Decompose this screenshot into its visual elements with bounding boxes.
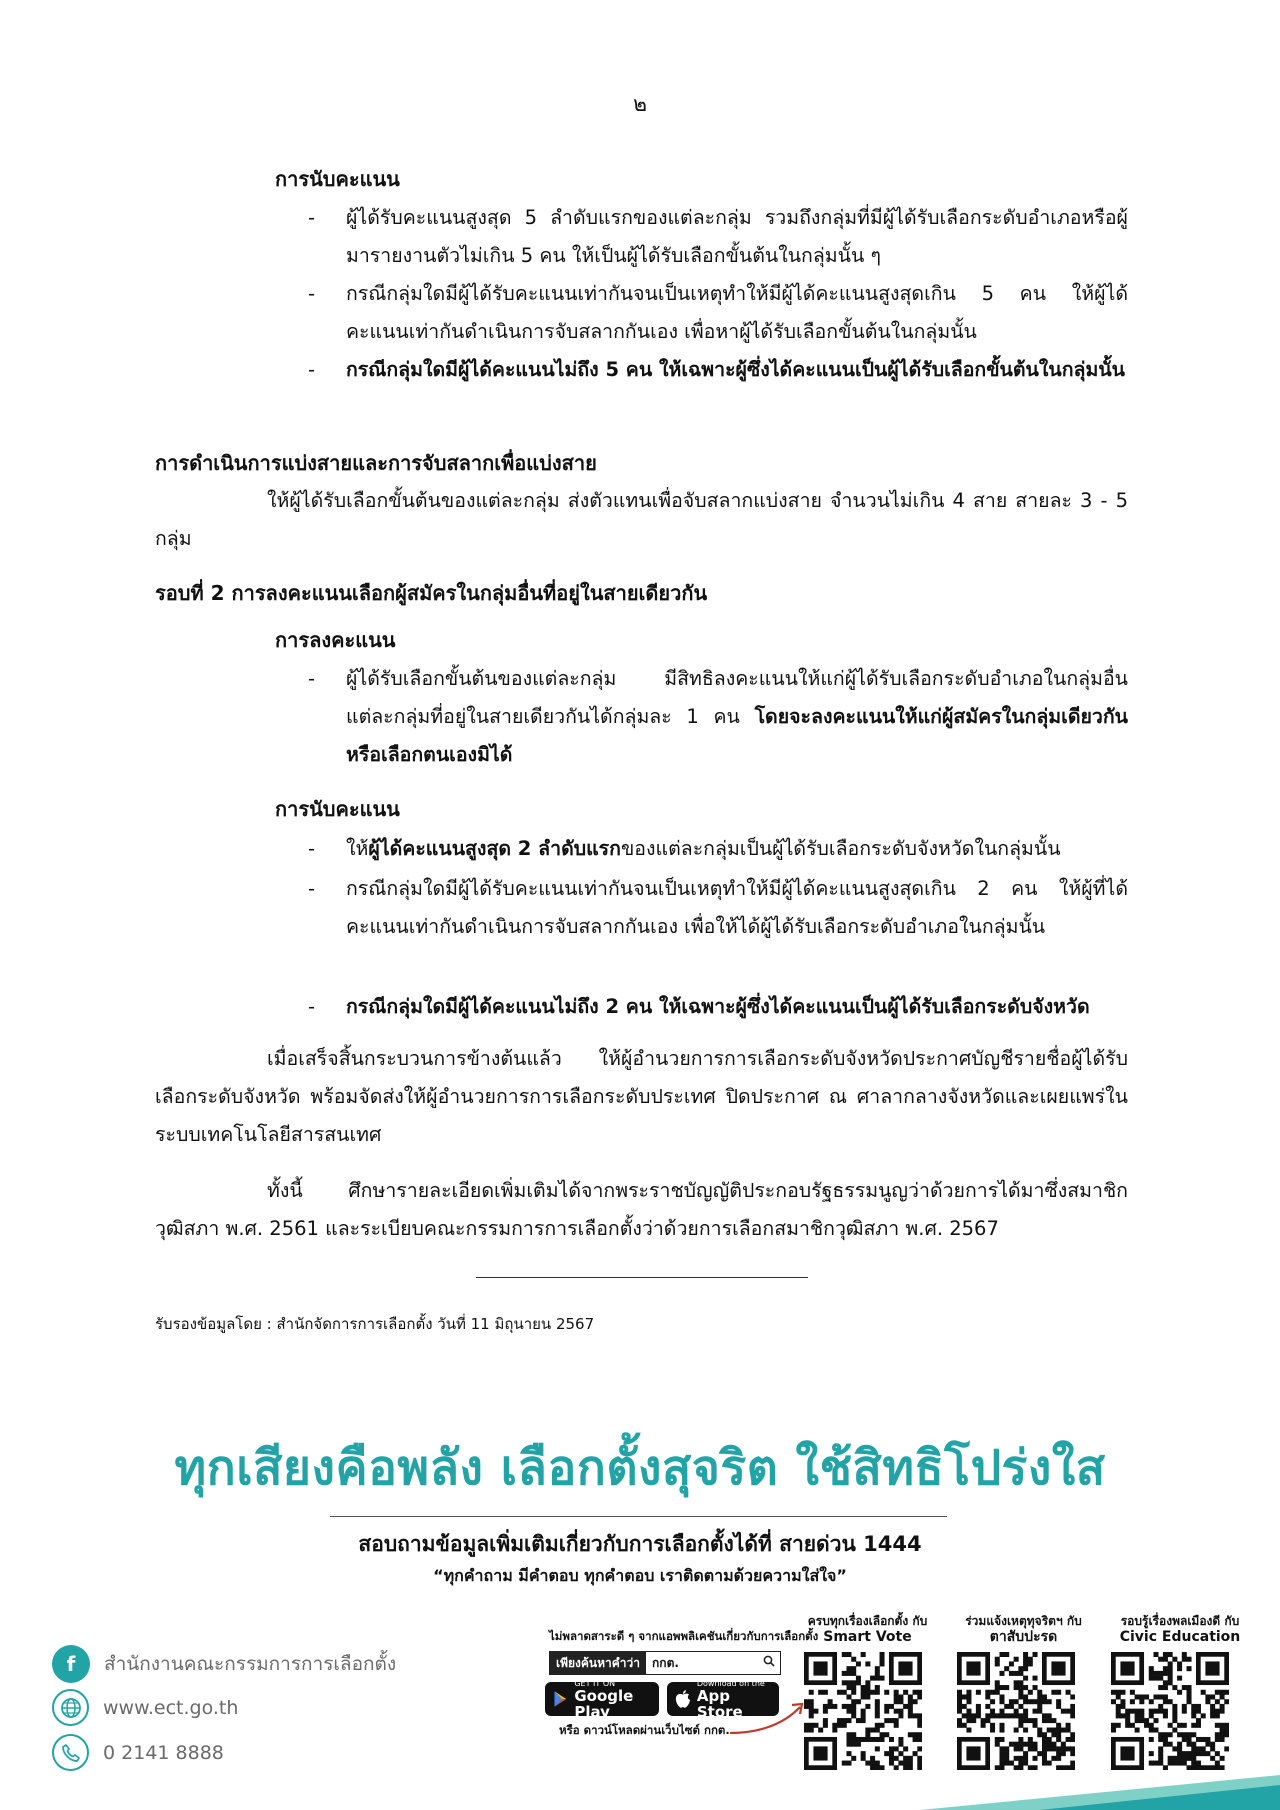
bullet-dash: - xyxy=(308,206,316,229)
decorative-wedge xyxy=(920,1775,1280,1810)
round2-counting-bullet-3: กรณีกลุ่มใดมีผู้ได้คะแนนไม่ถึง 2 คน ให้เฉพาะผู้ซึ่งได้คะแนนเป็นผู้ได้รับเลือกระดับจังหวัด xyxy=(346,995,1090,1018)
campaign-slogan: ทุกเสียงคือพลัง เลือกตั้งสุจริต ใช้สิทธิโปร่งใส xyxy=(174,1440,1106,1496)
slogan-divider xyxy=(330,1516,947,1517)
apple-icon xyxy=(675,1688,691,1710)
qr-caption: รอบรู้เรื่องพลเมืองดี กับ xyxy=(1120,1614,1240,1628)
bullet-text: ให้ xyxy=(346,837,369,860)
qr-code-civic-education[interactable] xyxy=(1111,1652,1229,1770)
download-note: หรือ ดาวน์โหลดผ่านเว็บไซต์ กกต. xyxy=(559,1723,730,1737)
qr-name: Smart Vote xyxy=(823,1629,912,1645)
google-play-badge[interactable] xyxy=(545,1678,659,1721)
app-note: ไม่พลาดสาระดี ๆ จากแอพพลิเคชันเกี่ยวกับการเลือกตั้ง xyxy=(549,1629,819,1643)
qr-code-tasapparod[interactable] xyxy=(957,1652,1075,1770)
contact-phone-text: 0 2141 8888 xyxy=(103,1741,224,1764)
phone-icon xyxy=(52,1734,89,1771)
google-play-large: Google Play xyxy=(574,1686,634,1721)
bullet-dash: - xyxy=(308,837,316,860)
qr-civic-education-label xyxy=(1100,1613,1260,1645)
qr-smart-vote-label xyxy=(795,1613,940,1645)
bullet-dash: - xyxy=(308,282,316,305)
contact-website[interactable] xyxy=(52,1689,238,1726)
round2-counting-bullet-2: กรณีกลุ่มใดมีผู้ได้รับคะแนนเท่ากันจนเป็นเหตุทำให้มีผู้ได้คะแนนสูงสุดเกิน 2 คน ให้ผู้ที่ได้คะแนนเท่ากันดำเนินการจับสลากกันเอง เพื่อให้ได้ผู้ได้รับเลือกระดับอำเภอในกลุ่มนั้น xyxy=(346,877,1128,938)
search-value: กกต. xyxy=(652,1656,679,1670)
bullet-dash: - xyxy=(308,667,316,690)
globe-icon xyxy=(52,1689,89,1726)
app-store-small: Download on the xyxy=(696,1678,765,1688)
contact-facebook[interactable] xyxy=(52,1645,396,1683)
section-heading-line-division: การดำเนินการแบ่งสายและการจับสลากเพื่อแบ่งสาย xyxy=(155,451,597,475)
counting-bullet-1: ผู้ได้รับคะแนนสูงสุด 5 ลำดับแรกของแต่ละกลุ่ม รวมถึงกลุ่มที่มีผู้ได้รับเลือกระดับอำเภอหรือผู้มารายงานตัวไม่เกิน 5 คน ให้เป็นผู้ได้รับเลือกขั้นต้นในกลุ่มนั้น ๆ xyxy=(346,206,1128,267)
google-play-small: GET IT ON xyxy=(574,1678,616,1688)
bullet-text: ของแต่ละกลุ่มเป็นผู้ได้รับเลือกระดับจังหวัดในกลุ่มนั้น xyxy=(620,837,1061,860)
contact-website-text: www.ect.go.th xyxy=(103,1696,239,1719)
bullet-dash: - xyxy=(308,877,316,900)
app-store-large: App Store xyxy=(696,1686,743,1721)
round2-counting-bullet-1 xyxy=(346,830,1128,868)
contact-facebook-text: สำนักงานคณะกรรมการการเลือกตั้ง xyxy=(104,1653,397,1675)
divider-line xyxy=(476,1277,808,1278)
voting-heading: การลงคะแนน xyxy=(275,628,396,652)
google-play-icon xyxy=(553,1688,568,1710)
search-icon xyxy=(758,1652,780,1674)
voting-bullet xyxy=(346,660,1128,774)
counting-heading-round-2: การนับคะแนน xyxy=(275,797,400,821)
qr-caption: ร่วมแจ้งเหตุทุจริตฯ กับ xyxy=(965,1614,1082,1628)
line-division-paragraph: ให้ผู้ได้รับเลือกขั้นต้นของแต่ละกลุ่ม ส่งตัวแทนเพื่อจับสลากแบ่งสาย จำนวนไม่เกิน 4 สาย สายละ 3 - 5 กลุ่ม xyxy=(155,489,1128,550)
bullet-dash: - xyxy=(308,995,316,1018)
voting-bullet-emphasis: โดยจะลงคะแนนให้แก่ผู้สมัครในกลุ่มเดียวกันหรือเลือกตนเองมิได้ xyxy=(346,705,1128,766)
counting-bullet-3: กรณีกลุ่มใดมีผู้ได้คะแนนไม่ถึง 5 คน ให้เฉพาะผู้ซึ่งได้คะแนนเป็นผู้ได้รับเลือกขั้นต้นในกลุ่มนั้น xyxy=(346,358,1125,381)
certification-note: รับรองข้อมูลโดย : สำนักจัดการการเลือกตั้ง วันที่ 11 มิถุนายน 2567 xyxy=(155,1315,595,1333)
voting-bullet-text: ผู้ได้รับเลือกขั้นต้นของแต่ละกลุ่ม มีสิทธิลงคะแนนให้แก่ผู้ได้รับเลือกระดับอำเภอในกลุ่มอื่นแต่ละกลุ่มที่อยู่ในสายเดียวกันได้กลุ่มละ 1 คน xyxy=(346,667,1128,728)
hotline-text: สอบถามข้อมูลเพิ่มเติมเกี่ยวกับการเลือกตั้งได้ที่ สายด่วน 1444 xyxy=(358,1532,922,1556)
qr-code-smart-vote[interactable] xyxy=(804,1652,922,1770)
qr-caption: ครบทุกเรื่องเลือกตั้ง กับ xyxy=(807,1614,928,1628)
search-label: เพียงค้นหาคำว่า xyxy=(550,1652,646,1674)
bullet-dash: - xyxy=(308,358,316,381)
contact-phone[interactable] xyxy=(52,1734,224,1771)
round-2-heading: รอบที่ 2 การลงคะแนนเลือกผู้สมัครในกลุ่มอื่นที่อยู่ในสายเดียวกัน xyxy=(155,581,708,605)
bullet-emphasis: ผู้ได้คะแนนสูงสุด 2 ลำดับแรก xyxy=(368,837,621,860)
qr-tasapparod-label xyxy=(951,1613,1096,1645)
page-number: ๒ xyxy=(633,92,647,116)
facebook-icon: f xyxy=(52,1645,90,1683)
qr-name: Civic Education xyxy=(1119,1629,1241,1645)
closing-paragraph-2: ทั้งนี้ ศึกษารายละเอียดเพิ่มเติมได้จากพระราชบัญญัติประกอบรัฐธรรมนูญว่าด้วยการได้มาซึ่งสมาชิกวุฒิสภา พ.ศ. 2561 และระเบียบคณะกรรมการการเลือกตั้งว่าด้วยการเลือกสมาชิกวุฒิสภา พ.ศ. 2567 xyxy=(155,1179,1128,1240)
app-search-box xyxy=(549,1651,781,1675)
arrow-icon xyxy=(728,1697,808,1737)
closing-paragraph-1: เมื่อเสร็จสิ้นกระบวนการข้างต้นแล้ว ให้ผู้อำนวยการการเลือกระดับจังหวัดประกาศบัญชีรายชื่อผู้ได้รับเลือกระดับจังหวัด พร้อมจัดส่งให้ผู้อำนวยการการเลือกระดับประเทศ ปิดประกาศ ณ ศาลากลางจังหวัดและเผยแพร่ในระบบเทคโนโลยีสารสนเทศ xyxy=(155,1047,1128,1146)
tagline-quote: “ทุกคำถาม มีคำตอบ ทุกคำตอบ เราติดตามด้วยความใส่ใจ” xyxy=(433,1566,847,1585)
qr-name: ตาสับปะรด xyxy=(989,1629,1058,1645)
counting-bullet-2: กรณีกลุ่มใดมีผู้ได้รับคะแนนเท่ากันจนเป็นเหตุทำให้มีผู้ได้คะแนนสูงสุดเกิน 5 คน ให้ผู้ได้คะแนนเท่ากันดำเนินการจับสลากกันเอง เพื่อหาผู้ได้รับเลือกขั้นต้นในกลุ่มนั้น xyxy=(346,282,1128,343)
section-heading-counting: การนับคะแนน xyxy=(275,167,400,191)
